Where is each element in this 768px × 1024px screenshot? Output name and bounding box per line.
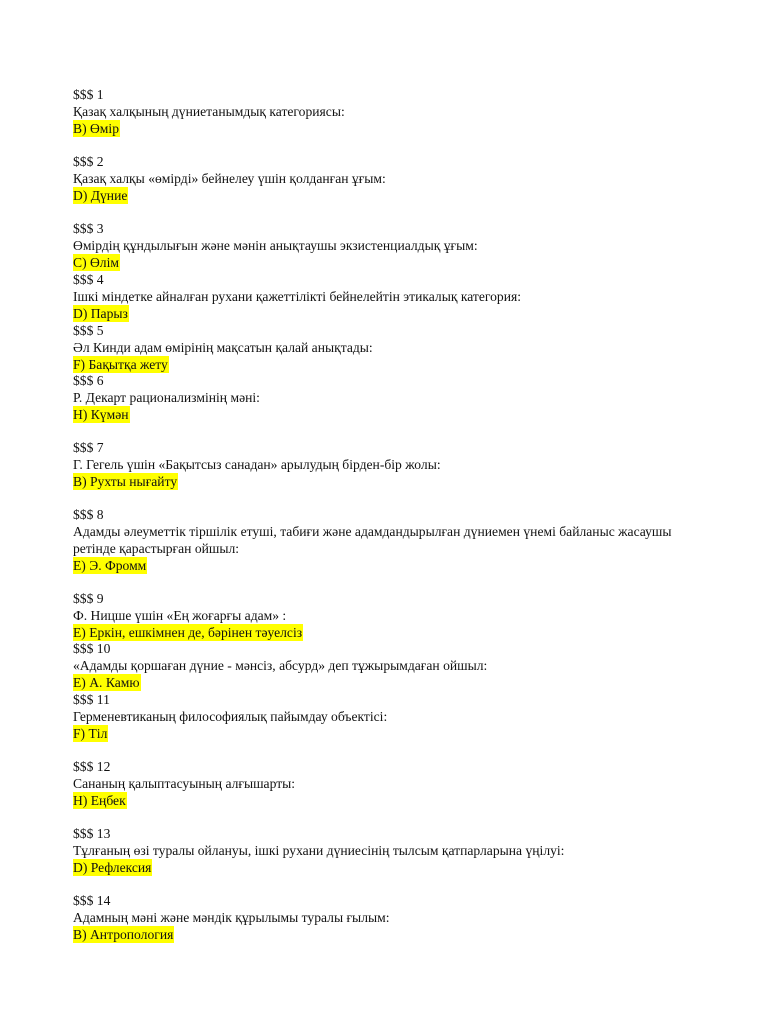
answer-highlight: F) Бақытқа жету [73,357,168,372]
answer-highlight: B) Рухты нығайту [73,474,178,489]
question-block-3 [73,220,478,271]
question-block-9 [73,590,303,641]
question-marker: $$$ 2 [73,154,104,169]
question-text: Герменевтиканың философиялық пайымдау объектісі: [73,709,388,724]
question-block-10 [73,640,487,691]
answer-highlight: D) Дүние [73,188,128,203]
question-marker: $$$ 11 [73,692,110,707]
question-marker: $$$ 10 [73,641,111,656]
question-marker: $$$ 9 [73,591,104,606]
question-block-2 [73,153,386,204]
question-text: «Адамды қоршаған дүние - мәнсіз, абсурд» деп тұжырымдаған ойшыл: [73,658,488,673]
answer-highlight: D) Парыз [73,306,128,321]
question-text: Сананың қалыптасуының алғышарты: [73,776,296,791]
question-block-7 [73,439,441,490]
question-text: Тұлғаның өзі туралы ойлануы, ішкі рухани дүниесінің тылсым қатпарларына үңілуі: [73,843,565,858]
question-marker: $$$ 3 [73,221,104,236]
question-marker: $$$ 5 [73,323,104,338]
answer-highlight: E) Э. Фромм [73,558,147,573]
question-block-1 [73,86,345,137]
answer-highlight: E) А. Камю [73,675,140,690]
answer-highlight: B) Антропология [73,927,174,942]
question-marker: $$$ 1 [73,87,104,102]
question-text: Ішкі міндетке айналған рухани қажеттілікті бейнелейтін этикалық категория: [73,289,522,304]
answer-highlight: D) Рефлексия [73,860,152,875]
question-block-8 [73,506,703,574]
question-text: Адамды әлеуметтік тіршілік етуші, табиғи және адамдандырылған дүниемен үнемі байланыс жасаушы ретінде қарастырған ойшыл: [73,524,672,556]
question-text: Ф. Ницше үшін «Ең жоғарғы адам» : [73,608,287,623]
question-block-13 [73,825,564,876]
answer-highlight: H) Күмән [73,407,129,422]
question-block-14 [73,892,390,943]
question-marker: $$$ 4 [73,272,104,287]
question-marker: $$$ 13 [73,826,111,841]
question-text: Өмірдің құндылығын және мәнін анықтаушы экзистенциалдық ұғым: [73,238,478,253]
answer-highlight: E) Еркін, ешкімнен де, бәрінен тәуелсіз [73,625,303,640]
answer-highlight: F) Тіл [73,726,108,741]
question-block-4 [73,271,521,322]
question-marker: $$$ 7 [73,440,104,455]
answer-highlight: C) Өлім [73,255,119,270]
question-marker: $$$ 8 [73,507,104,522]
question-block-11 [73,691,387,742]
question-text: Г. Гегель үшін «Бақытсыз санадан» арылудың бірден-бір жолы: [73,457,441,472]
question-marker: $$$ 14 [73,893,111,908]
answer-highlight: H) Еңбек [73,793,126,808]
answer-highlight: B) Өмір [73,121,119,136]
question-text: Адамның мәні және мәндік құрылымы туралы ғылым: [73,910,390,925]
question-marker: $$$ 6 [73,373,104,388]
question-block-12 [73,758,295,809]
question-block-5 [73,322,373,373]
question-text: Қазақ халқы «өмірді» бейнелеу үшін қолданған ұғым: [73,171,386,186]
question-block-6 [73,372,260,423]
question-marker: $$$ 12 [73,759,111,774]
question-text: Р. Декарт рационализмінің мәні: [73,390,260,405]
question-text: Қазақ халқының дүниетанымдық категориясы: [73,104,345,119]
question-text: Әл Кинди адам өмірінің мақсатын қалай анықтады: [73,340,373,355]
